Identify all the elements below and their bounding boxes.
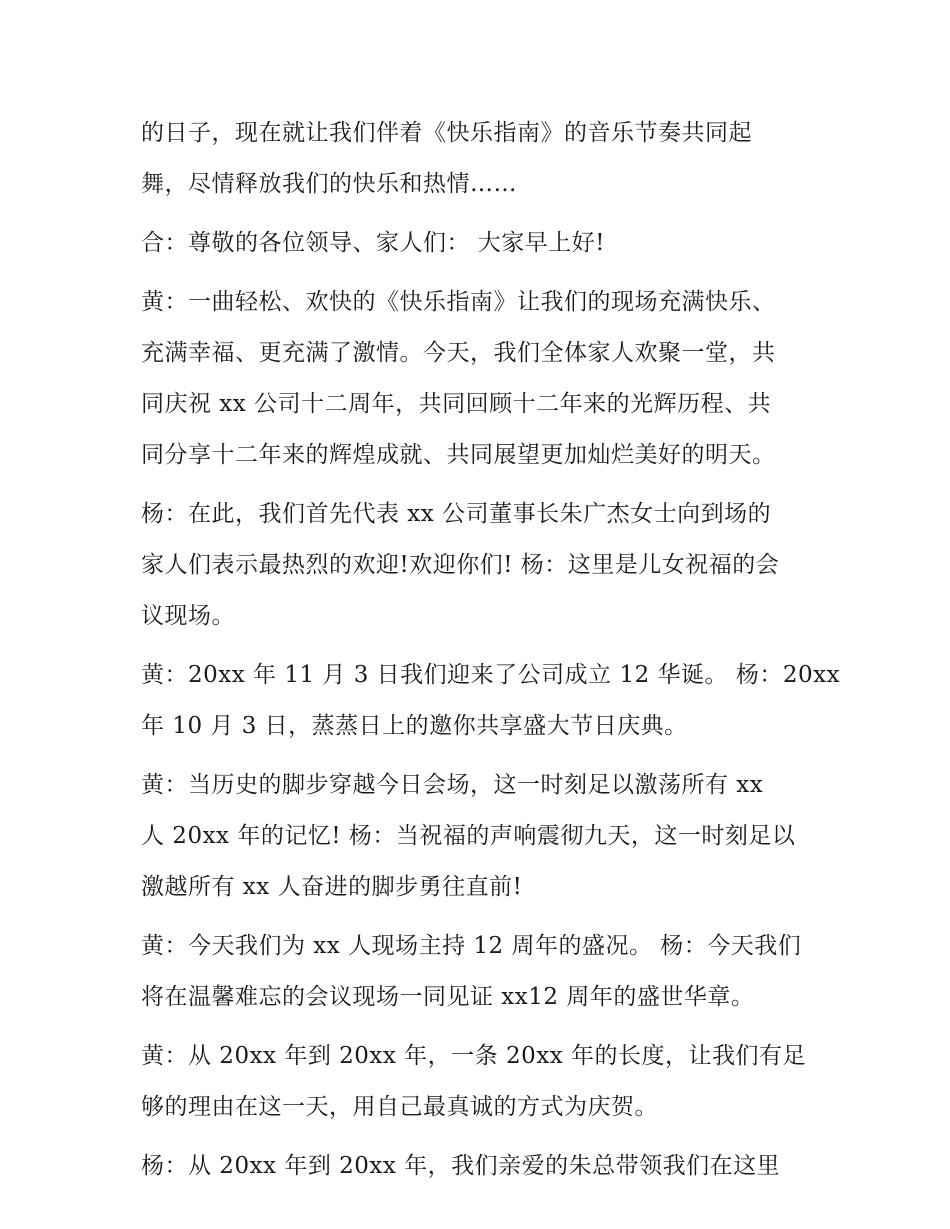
- text-line: 黄：20xx 年 11 月 3 日我们迎来了公司成立 12 华诞。 杨：20xx: [141, 662, 841, 688]
- text-line: 舞，尽情释放我们的快乐和热情……: [141, 171, 517, 197]
- paragraph: [141, 218, 812, 269]
- text-line: 黄：从 20xx 年到 20xx 年，一条 20xx 年的长度，让我们有足: [141, 1043, 806, 1069]
- paragraph: [141, 1141, 812, 1192]
- text-line: 议现场。: [141, 603, 235, 629]
- text-line: 将在温馨难忘的会议现场一同见证 xx12 周年的盛世华章。: [141, 984, 755, 1010]
- paragraph: [141, 277, 812, 481]
- text-line: 家人们表示最热烈的欢迎!欢迎你们! 杨：这里是儿女祝福的会: [141, 552, 780, 578]
- paragraph: [141, 760, 812, 913]
- text-line: 激越所有 xx 人奋进的脚步勇往直前!: [141, 874, 523, 900]
- text-line: 黄：今天我们为 xx 人现场主持 12 周年的盛况。 杨：今天我们: [141, 933, 802, 959]
- text-line: 年 10 月 3 日，蒸蒸日上的邀你共享盛大节日庆典。: [141, 713, 688, 739]
- paragraph: [141, 108, 812, 210]
- text-line: 同庆祝 xx 公司十二周年，共同回顾十二年来的光辉历程、共: [141, 391, 772, 417]
- text-line: 同分享十二年来的辉煌成就、共同展望更加灿烂美好的明天。: [141, 442, 776, 468]
- text-line: 黄：当历史的脚步穿越今日会场，这一时刻足以激荡所有 xx: [141, 772, 764, 798]
- body-text: [141, 108, 841, 1192]
- paragraph: [141, 1031, 812, 1133]
- text-line: 杨：从 20xx 年到 20xx 年，我们亲爱的朱总带领我们在这里: [141, 1153, 781, 1179]
- text-line: 充满幸福、更充满了激情。今天，我们全体家人欢聚一堂，共: [141, 340, 776, 366]
- text-line: 够的理由在这一天，用自己最真诚的方式为庆贺。: [141, 1094, 658, 1120]
- text-line: 合：尊敬的各位领导、家人们： 大家早上好!: [141, 230, 606, 256]
- paragraph: [141, 489, 812, 642]
- text-line: 的日子，现在就让我们伴着《快乐指南》的音乐节奏共同起: [141, 120, 752, 146]
- paragraph: [141, 921, 812, 1023]
- paragraph: [141, 650, 841, 752]
- text-line: 人 20xx 年的记忆! 杨：当祝福的声响震彻九天，这一时刻足以: [141, 823, 796, 849]
- text-line: 杨：在此，我们首先代表 xx 公司董事长朱广杰女士向到场的: [141, 501, 772, 527]
- text-line: 黄：一曲轻松、欢快的《快乐指南》让我们的现场充满快乐、: [141, 289, 776, 315]
